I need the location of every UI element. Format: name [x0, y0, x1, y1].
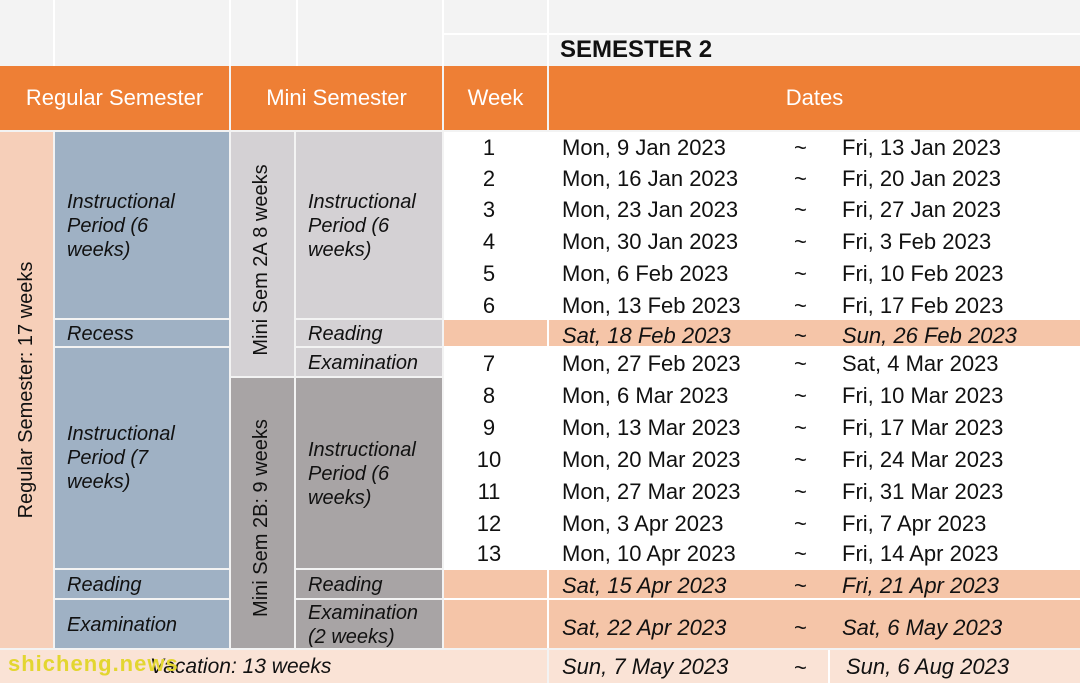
table-row [444, 412, 1078, 443]
vacation-start: Sun, 7 May 2023 [562, 654, 729, 679]
header-week: Week [444, 66, 547, 130]
start-date: Mon, 23 Jan 2023 [562, 197, 739, 222]
end-date: Fri, 7 Apr 2023 [842, 511, 987, 536]
start-date: Sat, 15 Apr 2023 [562, 573, 727, 598]
mini-period-label: Instructional Period (6 weeks) [308, 191, 416, 261]
watermark-text: shicheng.news [8, 651, 179, 676]
table-row [444, 538, 1078, 569]
tilde-separator: ~ [794, 197, 807, 222]
start-date: Sat, 22 Apr 2023 [562, 615, 727, 640]
start-date: Mon, 16 Jan 2023 [562, 166, 739, 191]
header-dates: Dates [549, 66, 1080, 130]
tilde-separator: ~ [794, 135, 807, 160]
table-row [444, 444, 1078, 475]
table-row [444, 163, 1078, 194]
start-date: Mon, 6 Feb 2023 [562, 261, 729, 286]
week-number: 13 [476, 541, 502, 566]
week-number: 3 [482, 197, 496, 222]
end-date: Fri, 24 Mar 2023 [842, 447, 1004, 472]
week-number: 2 [482, 166, 496, 191]
tilde-separator: ~ [794, 261, 807, 286]
start-date: Mon, 13 Feb 2023 [562, 293, 741, 318]
end-date: Fri, 17 Mar 2023 [842, 415, 1004, 440]
tilde-separator: ~ [794, 615, 807, 640]
table-row [444, 570, 1078, 601]
vacation-label: Vacation: 13 weeks [150, 655, 332, 678]
week-number: 4 [482, 229, 496, 254]
tilde-separator: ~ [794, 166, 807, 191]
end-date: Fri, 17 Feb 2023 [842, 293, 1004, 318]
mini-period-label: Instructional Period (6 weeks) [308, 439, 416, 509]
regular-period-label: Reading [67, 574, 142, 596]
start-date: Mon, 9 Jan 2023 [562, 135, 726, 160]
end-date: Fri, 13 Jan 2023 [842, 135, 1001, 160]
mini-period-label: Reading [308, 323, 383, 345]
tilde-separator: ~ [794, 323, 807, 348]
table-row [444, 290, 1078, 321]
mini-period-label: Reading [308, 574, 383, 596]
tilde-separator: ~ [794, 351, 807, 376]
week-number: 11 [477, 479, 501, 504]
start-date: Sat, 18 Feb 2023 [562, 323, 731, 348]
table-row [444, 132, 1078, 163]
week-number: 9 [482, 415, 496, 440]
end-date: Fri, 21 Apr 2023 [842, 573, 999, 598]
start-date: Mon, 3 Apr 2023 [562, 511, 724, 536]
regular-semester-vertical-label: Regular Semester: 17 weeks [15, 261, 37, 519]
week-number: 1 [482, 135, 496, 160]
table-row [444, 194, 1078, 225]
start-date: Mon, 10 Apr 2023 [562, 541, 736, 566]
header-mini-semester: Mini Semester [231, 66, 442, 130]
week-number: 5 [482, 261, 496, 286]
mini-period-label: Examination (2 weeks) [308, 602, 419, 648]
end-date: Fri, 14 Apr 2023 [842, 541, 999, 566]
table-row [444, 348, 1078, 379]
start-date: Mon, 27 Mar 2023 [562, 479, 741, 504]
end-date: Fri, 10 Mar 2023 [842, 383, 1004, 408]
tilde-separator: ~ [794, 541, 807, 566]
start-date: Mon, 6 Mar 2023 [562, 383, 729, 408]
end-date: Sun, 26 Feb 2023 [842, 323, 1017, 348]
table-row [444, 612, 1078, 643]
end-date: Fri, 31 Mar 2023 [842, 479, 1004, 504]
tilde-separator: ~ [794, 229, 807, 254]
tilde-separator: ~ [794, 447, 807, 472]
start-date: Mon, 13 Mar 2023 [562, 415, 741, 440]
week-number: 12 [476, 511, 502, 536]
vacation-end: Sun, 6 Aug 2023 [846, 654, 1010, 679]
table-row [444, 476, 1078, 507]
header-regular-semester: Regular Semester [0, 66, 229, 130]
tilde-separator: ~ [794, 573, 807, 598]
table-row [444, 226, 1078, 257]
table-row [444, 508, 1078, 539]
mini-sem-2a-label: Mini Sem 2A 8 weeks [250, 164, 272, 356]
tilde-separator: ~ [794, 511, 807, 536]
end-date: Fri, 27 Jan 2023 [842, 197, 1001, 222]
vacation-tilde: ~ [794, 655, 807, 680]
tilde-separator: ~ [794, 415, 807, 440]
start-date: Mon, 20 Mar 2023 [562, 447, 741, 472]
page-title: SEMESTER 2 [560, 36, 713, 63]
end-date: Fri, 20 Jan 2023 [842, 166, 1001, 191]
tilde-separator: ~ [794, 479, 807, 504]
regular-period-label: Instructional Period (7 weeks) [67, 423, 175, 493]
table-row [444, 258, 1078, 289]
week-number: 8 [482, 383, 496, 408]
regular-period-label: Recess [67, 323, 134, 345]
mini-period-label: Examination [308, 352, 419, 374]
week-number: 6 [482, 293, 496, 318]
regular-period-label: Instructional Period (6 weeks) [67, 191, 175, 261]
mini-sem-2b-label: Mini Sem 2B: 9 weeks [250, 419, 272, 617]
end-date: Sat, 4 Mar 2023 [842, 351, 999, 376]
end-date: Fri, 10 Feb 2023 [842, 261, 1004, 286]
start-date: Mon, 30 Jan 2023 [562, 229, 739, 254]
tilde-separator: ~ [794, 293, 807, 318]
week-number: 7 [482, 351, 496, 376]
tilde-separator: ~ [794, 383, 807, 408]
table-row [444, 320, 1078, 351]
end-date: Sat, 6 May 2023 [842, 615, 1003, 640]
start-date: Mon, 27 Feb 2023 [562, 351, 741, 376]
regular-period-label: Examination [67, 614, 178, 636]
end-date: Fri, 3 Feb 2023 [842, 229, 992, 254]
week-number: 10 [476, 447, 502, 472]
table-row [444, 380, 1078, 411]
